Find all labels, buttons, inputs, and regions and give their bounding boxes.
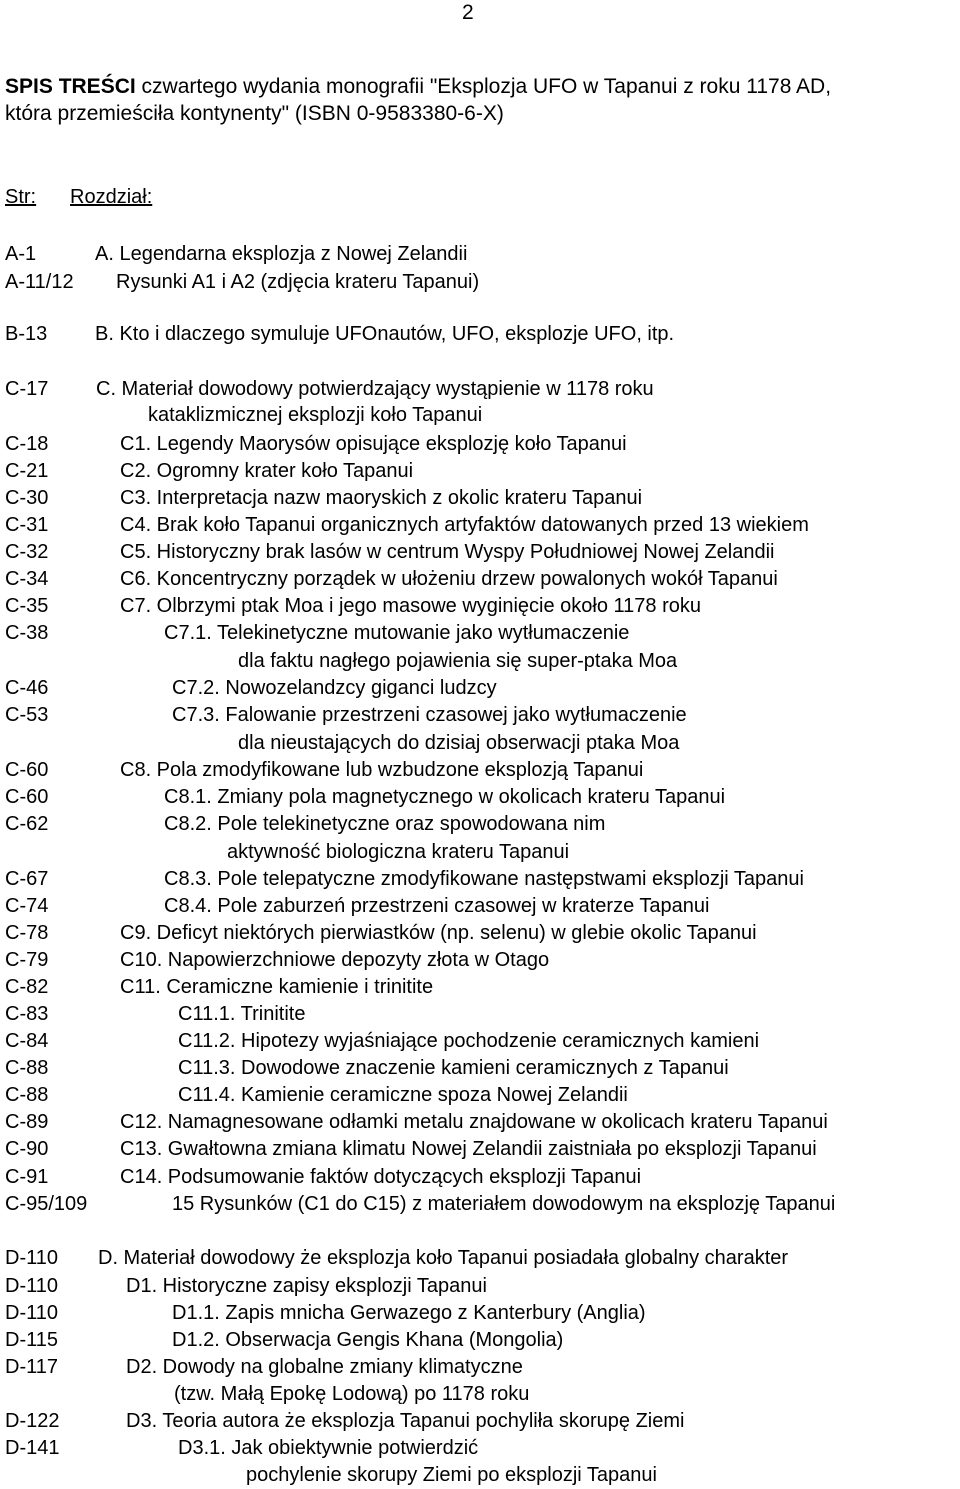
- toc-entry-title: D3. Teoria autora że eksplozja Tapanui pochyliła skorupę Ziemi: [126, 1410, 685, 1432]
- toc-entry-title: C8.1. Zmiany pola magnetycznego w okolicach krateru Tapanui: [164, 786, 726, 808]
- toc-page-ref: D-122: [5, 1410, 60, 1432]
- toc-entry-title: C3. Interpretacja nazw maoryskich z okolic krateru Tapanui: [120, 487, 643, 509]
- toc-entry-title: pochylenie skorupy Ziemi po eksplozji Tapanui: [246, 1464, 657, 1486]
- toc-page-ref: C-31: [5, 514, 49, 536]
- toc-entry-title: Rysunki A1 i A2 (zdjęcia krateru Tapanui): [116, 271, 480, 293]
- toc-page-ref: D-117: [5, 1356, 58, 1378]
- toc-page-ref: C-83: [5, 1003, 49, 1025]
- toc-entry-title: aktywność biologiczna krateru Tapanui: [227, 841, 570, 863]
- toc-entry-title: C7. Olbrzymi ptak Moa i jego masowe wyginięcie około 1178 roku: [120, 595, 702, 617]
- toc-entry-title: D1.2. Obserwacja Gengis Khana (Mongolia): [172, 1329, 564, 1351]
- toc-page-ref: B-13: [5, 323, 48, 345]
- toc-entry-title: C11.4. Kamienie ceramiczne spoza Nowej Zelandii: [178, 1084, 628, 1106]
- toc-entry-title: C11.1. Trinitite: [178, 1003, 306, 1025]
- toc-entry-title: C13. Gwałtowna zmiana klimatu Nowej Zelandii zaistniała po eksplozji Tapanui: [120, 1138, 817, 1160]
- toc-entry-title: D1. Historyczne zapisy eksplozji Tapanui: [126, 1275, 487, 1297]
- toc-entry-title: C7.2. Nowozelandzcy giganci ludzcy: [172, 677, 497, 699]
- toc-entry-title: A. Legendarna eksplozja z Nowej Zelandii: [95, 243, 468, 265]
- toc-page-ref: C-21: [5, 460, 49, 482]
- toc-page-ref: C-88: [5, 1057, 49, 1079]
- toc-page-ref: D-115: [5, 1329, 58, 1351]
- toc-entry-title: C11.2. Hipotezy wyjaśniające pochodzenie ceramicznych kamieni: [178, 1030, 760, 1052]
- toc-entry-title: C. Materiał dowodowy potwierdzający wystąpienie w 1178 roku: [96, 378, 654, 400]
- toc-entry-title: B. Kto i dlaczego symuluje UFOnautów, UFO, eksplozje UFO, itp.: [95, 323, 675, 345]
- toc-page-ref: C-38: [5, 622, 49, 644]
- toc-page-ref: C-67: [5, 868, 49, 890]
- toc-entry-title: C8.2. Pole telekinetyczne oraz spowodowana nim: [164, 813, 606, 835]
- toc-page-ref: C-18: [5, 433, 49, 455]
- toc-entry-title: D. Materiał dowodowy że eksplozja koło Tapanui posiadała globalny charakter: [98, 1247, 789, 1269]
- toc-page-ref: C-84: [5, 1030, 49, 1052]
- toc-title-bold: SPIS TREŚCI: [5, 75, 136, 98]
- toc-entry-title: C10. Napowierzchniowe depozyty złota w Otago: [120, 949, 550, 971]
- toc-page-ref: A-11/12: [5, 271, 74, 293]
- toc-page-ref: C-79: [5, 949, 49, 971]
- header-page: Str:: [5, 186, 37, 208]
- toc-entry-title: C6. Koncentryczny porządek w ułożeniu drzew powalonych wokół Tapanui: [120, 568, 778, 590]
- toc-page-ref: C-30: [5, 487, 49, 509]
- toc-entry-title: 15 Rysunków (C1 do C15) z materiałem dowodowym na eksplozję Tapanui: [172, 1193, 836, 1215]
- toc-entry-title: C7.1. Telekinetyczne mutowanie jako wytłumaczenie: [164, 622, 630, 644]
- toc-entry-title: C2. Ogromny krater koło Tapanui: [120, 460, 414, 482]
- toc-page-ref: C-89: [5, 1111, 49, 1133]
- toc-page-ref: C-62: [5, 813, 49, 835]
- toc-entry-title: dla nieustających do dzisiaj obserwacji ptaka Moa: [238, 732, 680, 754]
- toc-title-rest: czwartego wydania monografii "Eksplozja UFO w Tapanui z roku 1178 AD,: [135, 75, 832, 98]
- toc-page-ref: D-110: [5, 1302, 58, 1324]
- toc-entry-title: C7.3. Falowanie przestrzeni czasowej jako wytłumaczenie: [172, 704, 687, 726]
- toc-entry-title: C11.3. Dowodowe znaczenie kamieni ceramicznych z Tapanui: [178, 1057, 729, 1079]
- page-number: 2: [462, 1, 474, 24]
- toc-page-ref: C-74: [5, 895, 49, 917]
- toc-page-ref: C-95/109: [5, 1193, 88, 1215]
- toc-entry-title: C1. Legendy Maorysów opisujące eksplozję koło Tapanui: [120, 433, 627, 455]
- toc-page-ref: C-60: [5, 786, 49, 808]
- toc-page-ref: C-90: [5, 1138, 49, 1160]
- toc-entry-title: C9. Deficyt niektórych pierwiastków (np. selenu) w glebie okolic Tapanui: [120, 922, 757, 944]
- toc-page-ref: C-32: [5, 541, 49, 563]
- toc-entry-title: C8. Pola zmodyfikowane lub wzbudzone eksplozją Tapanui: [120, 759, 644, 781]
- toc-page-ref: C-34: [5, 568, 49, 590]
- toc-page-ref: C-82: [5, 976, 49, 998]
- toc-entry-title: C5. Historyczny brak lasów w centrum Wyspy Południowej Nowej Zelandii: [120, 541, 775, 563]
- toc-entry-title: C12. Namagnesowane odłamki metalu znajdowane w okolicach krateru Tapanui: [120, 1111, 828, 1133]
- toc-page-ref: D-110: [5, 1275, 58, 1297]
- toc-page-ref: C-60: [5, 759, 49, 781]
- toc-page-ref: D-110: [5, 1247, 58, 1269]
- toc-entry-title: D1.1. Zapis mnicha Gerwazego z Kanterbury (Anglia): [172, 1302, 646, 1324]
- toc-title-line-2: która przemieściła kontynenty" (ISBN 0-9583380-6-X): [5, 102, 504, 125]
- toc-page-ref: C-78: [5, 922, 49, 944]
- toc-entry-title: C8.4. Pole zaburzeń przestrzeni czasowej w kraterze Tapanui: [164, 895, 710, 917]
- toc-page-ref: A-1: [5, 243, 37, 265]
- toc-page-ref: C-53: [5, 704, 49, 726]
- toc-entry-title: C4. Brak koło Tapanui organicznych artyfaktów datowanych przed 13 wiekiem: [120, 514, 809, 536]
- toc-page-ref: C-17: [5, 378, 49, 400]
- toc-entry-title: D3.1. Jak obiektywnie potwierdzić: [178, 1437, 479, 1459]
- toc-entry-title: C11. Ceramiczne kamienie i trinitite: [120, 976, 434, 998]
- toc-page-ref: D-141: [5, 1437, 60, 1459]
- toc-page-ref: C-35: [5, 595, 49, 617]
- toc-entry-title: dla faktu nagłego pojawienia się super-ptaka Moa: [238, 650, 678, 672]
- toc-entry-title: C8.3. Pole telepatyczne zmodyfikowane następstwami eksplozji Tapanui: [164, 868, 804, 890]
- toc-page-ref: C-91: [5, 1166, 49, 1188]
- toc-page-ref: C-88: [5, 1084, 49, 1106]
- toc-title-line-1: [5, 76, 831, 97]
- toc-page-ref: C-46: [5, 677, 49, 699]
- toc-entry-title: C14. Podsumowanie faktów dotyczących eksplozji Tapanui: [120, 1166, 642, 1188]
- header-chapter: Rozdział:: [70, 186, 153, 208]
- toc-entry-title: (tzw. Małą Epokę Lodową) po 1178 roku: [174, 1383, 530, 1405]
- toc-entry-title: kataklizmicznej eksplozji koło Tapanui: [148, 404, 483, 426]
- toc-entry-title: D2. Dowody na globalne zmiany klimatyczne: [126, 1356, 523, 1378]
